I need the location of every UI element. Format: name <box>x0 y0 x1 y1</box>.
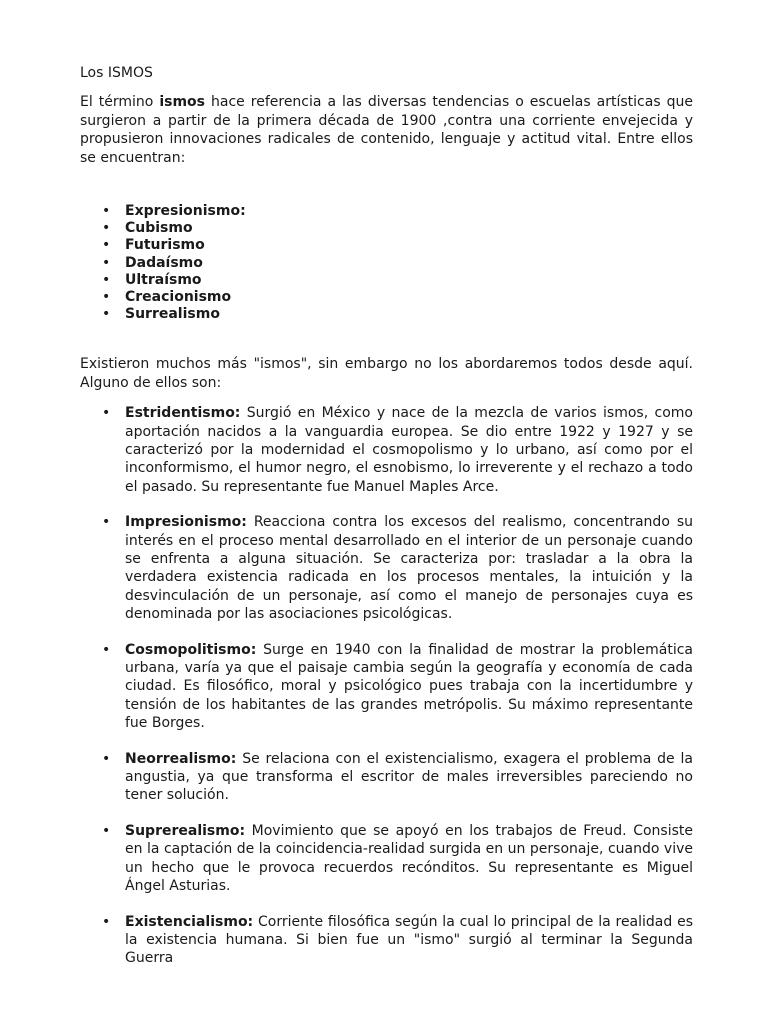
list-item <box>80 220 693 237</box>
detail-term: Neorrealismo: <box>125 750 237 767</box>
detail-item-estridentismo <box>80 404 693 496</box>
detail-item-suprerealismo <box>80 822 693 896</box>
list-item <box>80 306 693 323</box>
detail-item-existencialismo <box>80 913 693 968</box>
list-item-label: Dadaísmo <box>125 254 203 271</box>
ismos-detail-list <box>80 404 693 968</box>
intro-bold-term: ismos <box>159 94 205 111</box>
detail-term: Existencialismo: <box>125 913 254 930</box>
bullet-icon: • <box>102 514 111 531</box>
detail-text: Surgió en México y nace de la mezcla de varios ismos, como aportación nacidos a la vanguardia europea. Se dio entre 1922 y 1927 y se caracterizó por la modernidad el cosmopolismo y lo urbano, así como por el inconformismo, el humor negro, el esnobismo, lo irreverente y el rechazo a todo el pasado. Su representante fue Manuel Maples Arce. <box>125 405 693 495</box>
list-item-label: Surrealismo <box>125 306 220 323</box>
ismos-list <box>80 203 693 323</box>
list-item-label: Futurismo <box>125 237 205 254</box>
spacer <box>80 323 693 355</box>
detail-text: Corriente filosófica según la cual lo principal de la realidad es la existencia humana. Si bien fue un "ismo" surgió al terminar la Segunda Guerra <box>125 913 693 967</box>
list-item <box>80 255 693 272</box>
bullet-icon: • <box>102 271 111 288</box>
intro-text-before: El término <box>80 94 160 111</box>
intro-paragraph <box>80 93 693 167</box>
detail-item-neorrealismo <box>80 750 693 805</box>
detail-term: Estridentismo: <box>125 405 241 422</box>
list-item-label: Cubismo <box>125 220 193 237</box>
bullet-icon: • <box>102 306 111 323</box>
bullet-icon: • <box>102 913 111 930</box>
intro-text-after: hace referencia a las diversas tendencias o escuelas artísticas que surgieron a partir de la primera década de 1900 ,contra una corriente envejecida y propusieron innovaciones radicales de contenido, lenguaje y actitud vital. Entre ellos se encuentran: <box>80 94 693 166</box>
bullet-icon: • <box>102 220 111 237</box>
detail-item-cosmopolitismo <box>80 641 693 733</box>
detail-text: Se relaciona con el existencialismo, exagera el problema de la angustia, ya que transforma el escritor de males irreversibles pareciendo no tener solución. <box>125 750 693 804</box>
list-item <box>80 272 693 289</box>
bullet-icon: • <box>102 254 111 271</box>
bullet-icon: • <box>102 405 111 422</box>
detail-text: Reacciona contra los excesos del realismo, concentrando su interés en el proceso mental desarrollado en el interior de un personaje cuando se enfrenta a alguna situación. Se caracteriza por: trasladar a la obra la verdadera existencia radicada en los procesos mentales, la intuición y la desvinculación de un personaje, así como el manejo de personajes cuya es denominada por las asociaciones psicológicas. <box>125 514 693 623</box>
detail-text: Movimiento que se apoyó en los trabajos de Freud. Consiste en la captación de la coincidencia-realidad surgida en un personaje, cuando vive un hecho que le provoca recuerdos recónditos. Su representante es Miguel Ángel Asturias. <box>125 822 693 895</box>
detail-term: Impresionismo: <box>125 514 247 531</box>
spacer <box>80 167 693 203</box>
detail-item-impresionismo <box>80 513 693 623</box>
bullet-icon: • <box>102 641 111 658</box>
detail-text: Surge en 1940 con la finalidad de mostrar la problemática urbana, varía ya que el paisaje cambia según la geografía y economía de cada ciudad. Es filosófico, moral y psicológico pues trabaja con la incertidumbre y tensión de los habitantes de las grandes metrópolis. Su máximo representante fue Borges. <box>125 641 693 732</box>
list-item-label: Ultraísmo <box>125 271 202 288</box>
list-item-label: Expresionismo: <box>125 203 246 220</box>
list-item <box>80 237 693 254</box>
bullet-icon: • <box>102 288 111 305</box>
bullet-icon: • <box>102 822 111 839</box>
second-paragraph: Existieron muchos más "ismos", sin embargo no los abordaremos todos desde aquí. Alguno de ellos son: <box>80 356 693 391</box>
bullet-icon: • <box>102 750 111 767</box>
list-item-label: Creacionismo <box>125 288 232 305</box>
document-title: Los ISMOS <box>80 65 153 81</box>
detail-term: Suprerealismo: <box>125 822 246 839</box>
bullet-icon: • <box>102 237 111 254</box>
bullet-icon: • <box>102 203 111 220</box>
list-item <box>80 289 693 306</box>
detail-term: Cosmopolitismo: <box>125 641 257 658</box>
list-item <box>80 203 693 220</box>
